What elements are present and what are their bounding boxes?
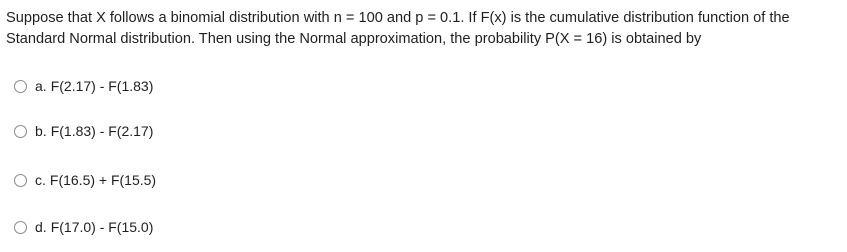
option-a[interactable]: [14, 75, 153, 97]
question-text: Suppose that X follows a binomial distribution with n = 100 and p = 0.1. If F(x) is the cumulative distribution function of the Standard Normal distribution. Then using the Normal approximation, the probability P(X = 16) is obtained by: [6, 10, 790, 47]
radio-button-d[interactable]: [14, 221, 27, 234]
option-letter: a.: [35, 78, 47, 94]
radio-button-c[interactable]: [14, 174, 27, 187]
option-text: F(16.5) + F(15.5): [49, 172, 157, 188]
option-letter: c.: [35, 172, 46, 188]
radio-button-b[interactable]: [14, 125, 27, 138]
option-letter: b.: [35, 123, 47, 139]
option-c[interactable]: [14, 169, 156, 191]
option-d[interactable]: [14, 216, 153, 238]
option-text: F(1.83) - F(2.17): [50, 123, 154, 139]
option-letter: d.: [35, 219, 47, 235]
radio-button-a[interactable]: [14, 80, 27, 93]
option-text: F(2.17) - F(1.83): [50, 78, 154, 94]
option-b[interactable]: [14, 120, 153, 142]
option-text: F(17.0) - F(15.0): [50, 219, 154, 235]
